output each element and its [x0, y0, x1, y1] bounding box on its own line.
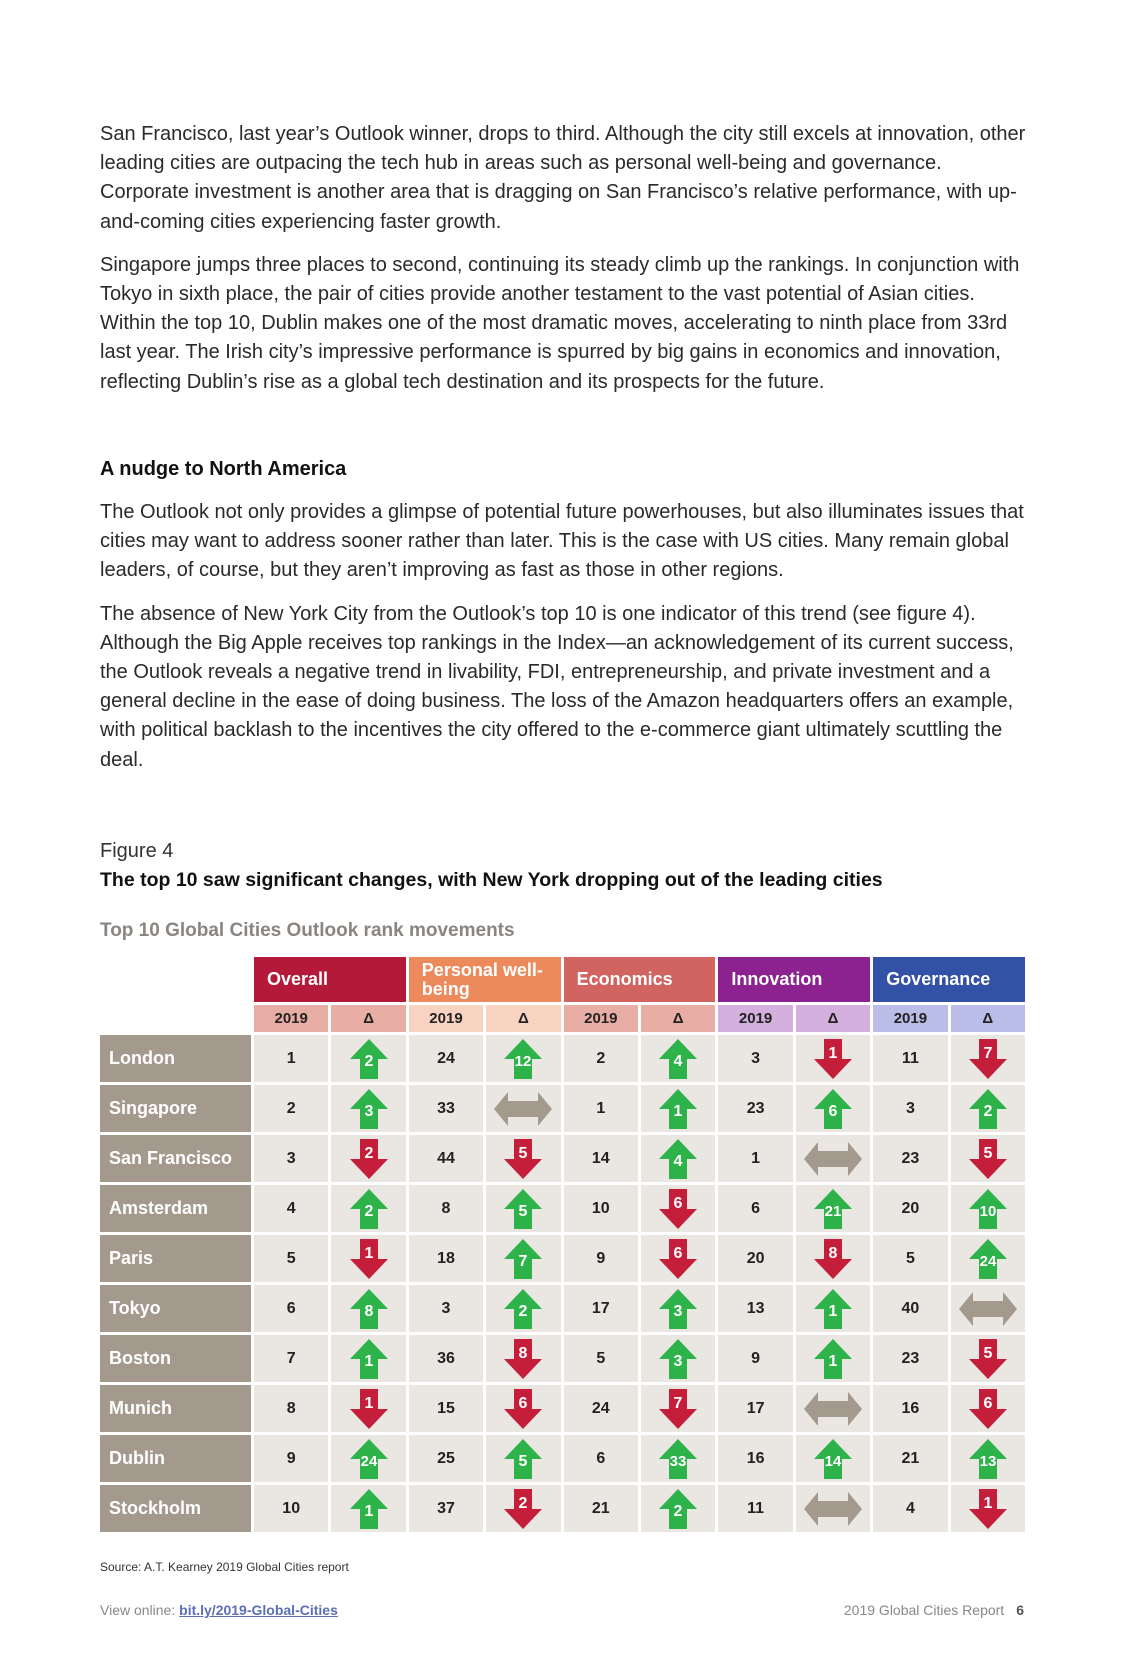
city-label: Amsterdam	[100, 1185, 251, 1232]
view-online	[100, 1602, 338, 1618]
delta-value: 6	[828, 1102, 838, 1120]
up-arrow-icon	[348, 1038, 390, 1080]
delta-cell	[331, 1035, 405, 1082]
source-note: Source: A.T. Kearney 2019 Global Cities report	[100, 1560, 349, 1574]
group-header-personal-well-being: Personal well-being	[409, 957, 561, 1002]
group-header-economics: Economics	[564, 957, 716, 1002]
city-label: Munich	[100, 1385, 251, 1432]
rank-2019-cell: 36	[409, 1335, 483, 1382]
city-label: London	[100, 1035, 251, 1082]
delta-value: 2	[364, 1202, 374, 1220]
rank-2019-cell: 14	[564, 1135, 638, 1182]
down-arrow-icon	[348, 1388, 390, 1430]
year-header: 2019	[254, 1005, 328, 1032]
delta-cell	[331, 1485, 405, 1532]
up-arrow-icon	[967, 1188, 1009, 1230]
city-label: Singapore	[100, 1085, 251, 1132]
delta-cell	[641, 1235, 715, 1282]
rank-2019-cell: 17	[718, 1385, 792, 1432]
up-arrow-icon	[657, 1338, 699, 1380]
delta-cell	[486, 1185, 560, 1232]
no-change-arrow-icon	[494, 1091, 552, 1127]
delta-cell	[951, 1435, 1025, 1482]
delta-cell	[331, 1285, 405, 1332]
delta-value: 4	[673, 1052, 683, 1070]
rank-2019-cell: 6	[564, 1435, 638, 1482]
section-text	[100, 498, 1030, 789]
delta-cell	[641, 1085, 715, 1132]
rank-2019-cell: 11	[873, 1035, 947, 1082]
view-online-link[interactable]: bit.ly/2019-Global-Cities	[179, 1602, 338, 1618]
rank-2019-cell: 3	[409, 1285, 483, 1332]
down-arrow-icon	[967, 1338, 1009, 1380]
down-arrow-icon	[502, 1488, 544, 1530]
up-arrow-icon	[348, 1488, 390, 1530]
delta-cell	[641, 1385, 715, 1432]
rank-2019-cell: 15	[409, 1385, 483, 1432]
delta-value: 6	[518, 1394, 528, 1412]
rank-2019-cell: 10	[254, 1485, 328, 1532]
up-arrow-icon	[812, 1088, 854, 1130]
delta-cell	[331, 1185, 405, 1232]
delta-cell	[331, 1385, 405, 1432]
report-name: 2019 Global Cities Report	[843, 1602, 1005, 1618]
view-online-label: View online:	[100, 1602, 180, 1618]
rank-2019-cell: 6	[718, 1185, 792, 1232]
rank-2019-cell: 23	[873, 1335, 947, 1382]
delta-cell	[951, 1485, 1025, 1532]
up-arrow-icon	[657, 1038, 699, 1080]
down-arrow-icon	[657, 1388, 699, 1430]
delta-cell	[796, 1435, 870, 1482]
figure-label: Figure 4	[100, 840, 174, 862]
paragraph: The Outlook not only provides a glimpse of potential future powerhouses, but also illuminates issues that cities may want to address sooner rather than later. This is the case with US cities. Many remain global leaders, of course, but they aren’t improving as fast as those in other regions.	[100, 501, 1024, 582]
delta-cell	[331, 1085, 405, 1132]
no-change-arrow-icon	[804, 1491, 862, 1527]
delta-cell	[796, 1185, 870, 1232]
rank-2019-cell: 1	[564, 1085, 638, 1132]
delta-value: 5	[983, 1344, 993, 1362]
rank-movements-table	[100, 957, 1025, 1532]
rank-2019-cell: 16	[873, 1385, 947, 1432]
rank-2019-cell: 33	[409, 1085, 483, 1132]
up-arrow-icon	[657, 1138, 699, 1180]
rank-2019-cell: 2	[254, 1085, 328, 1132]
down-arrow-icon	[502, 1338, 544, 1380]
rank-2019-cell: 3	[873, 1085, 947, 1132]
rank-2019-cell: 10	[564, 1185, 638, 1232]
up-arrow-icon	[502, 1188, 544, 1230]
delta-header: Δ	[641, 1005, 715, 1032]
up-arrow-icon	[967, 1238, 1009, 1280]
delta-value: 24	[360, 1452, 377, 1470]
down-arrow-icon	[812, 1038, 854, 1080]
rank-2019-cell: 4	[254, 1185, 328, 1232]
delta-value: 1	[364, 1394, 374, 1412]
delta-value: 2	[364, 1144, 374, 1162]
rank-2019-cell: 1	[254, 1035, 328, 1082]
up-arrow-icon	[812, 1438, 854, 1480]
rank-2019-cell: 9	[564, 1235, 638, 1282]
up-arrow-icon	[657, 1088, 699, 1130]
delta-cell	[951, 1335, 1025, 1382]
rank-2019-cell: 25	[409, 1435, 483, 1482]
delta-value: 5	[518, 1202, 528, 1220]
delta-cell	[951, 1235, 1025, 1282]
year-header: 2019	[409, 1005, 483, 1032]
group-header-innovation: Innovation	[718, 957, 870, 1002]
city-label: San Francisco	[100, 1135, 251, 1182]
delta-value: 2	[983, 1102, 993, 1120]
delta-cell	[796, 1335, 870, 1382]
city-label: Paris	[100, 1235, 251, 1282]
down-arrow-icon	[348, 1138, 390, 1180]
down-arrow-icon	[348, 1238, 390, 1280]
delta-value: 7	[983, 1044, 993, 1062]
rank-2019-cell: 24	[409, 1035, 483, 1082]
year-header: 2019	[718, 1005, 792, 1032]
figure-title: The top 10 saw significant changes, with New York dropping out of the leading cities	[100, 869, 883, 891]
delta-value: 8	[518, 1344, 528, 1362]
delta-header: Δ	[486, 1005, 560, 1032]
delta-cell	[641, 1035, 715, 1082]
rank-2019-cell: 2	[564, 1035, 638, 1082]
up-arrow-icon	[657, 1288, 699, 1330]
delta-cell	[486, 1085, 560, 1132]
down-arrow-icon	[967, 1138, 1009, 1180]
delta-value: 2	[518, 1494, 528, 1512]
delta-value: 33	[669, 1452, 687, 1470]
down-arrow-icon	[967, 1488, 1009, 1530]
rank-2019-cell: 23	[718, 1085, 792, 1132]
rank-2019-cell: 8	[409, 1185, 483, 1232]
delta-cell	[951, 1285, 1025, 1332]
delta-value: 1	[828, 1352, 838, 1370]
rank-2019-cell: 6	[254, 1285, 328, 1332]
delta-value: 1	[828, 1044, 838, 1062]
delta-value: 6	[983, 1394, 993, 1412]
delta-value: 10	[979, 1202, 997, 1220]
up-arrow-icon	[657, 1488, 699, 1530]
delta-value: 7	[518, 1252, 528, 1270]
rank-2019-cell: 20	[718, 1235, 792, 1282]
delta-cell	[486, 1485, 560, 1532]
delta-value: 3	[364, 1102, 374, 1120]
down-arrow-icon	[967, 1388, 1009, 1430]
delta-cell	[951, 1385, 1025, 1432]
delta-value: 1	[828, 1302, 838, 1320]
paragraph: San Francisco, last year’s Outlook winner, drops to third. Although the city still excels at innovation, other leading cities are outpacing the tech hub in areas such as personal well-being and governance. Corporate investment is another area that is dragging on San Francisco’s relative performance, with up-and-coming cities experiencing faster growth.	[100, 123, 1026, 233]
delta-header: Δ	[796, 1005, 870, 1032]
up-arrow-icon	[348, 1438, 390, 1480]
delta-value: 14	[824, 1452, 842, 1470]
rank-2019-cell: 4	[873, 1485, 947, 1532]
delta-cell	[486, 1285, 560, 1332]
rank-2019-cell: 13	[718, 1285, 792, 1332]
up-arrow-icon	[348, 1338, 390, 1380]
up-arrow-icon	[348, 1088, 390, 1130]
delta-cell	[331, 1435, 405, 1482]
delta-value: 1	[983, 1494, 993, 1512]
rank-2019-cell: 20	[873, 1185, 947, 1232]
delta-cell	[796, 1035, 870, 1082]
delta-cell	[486, 1435, 560, 1482]
year-header: 2019	[873, 1005, 947, 1032]
delta-value: 3	[673, 1302, 683, 1320]
delta-value: 1	[364, 1244, 374, 1262]
delta-value: 1	[364, 1502, 374, 1520]
rank-2019-cell: 7	[254, 1335, 328, 1382]
delta-cell	[486, 1035, 560, 1082]
delta-value: 21	[824, 1202, 842, 1220]
up-arrow-icon	[502, 1288, 544, 1330]
up-arrow-icon	[967, 1438, 1009, 1480]
delta-value: 1	[364, 1352, 374, 1370]
page-footer	[844, 1602, 1024, 1618]
rank-2019-cell: 16	[718, 1435, 792, 1482]
delta-cell	[796, 1385, 870, 1432]
page-number: 6	[1016, 1602, 1024, 1618]
delta-value: 6	[673, 1244, 683, 1262]
table-corner-sub	[100, 1005, 251, 1032]
year-header: 2019	[564, 1005, 638, 1032]
city-label: Tokyo	[100, 1285, 251, 1332]
delta-cell	[486, 1135, 560, 1182]
rank-2019-cell: 5	[564, 1335, 638, 1382]
up-arrow-icon	[812, 1288, 854, 1330]
delta-cell	[641, 1485, 715, 1532]
city-label: Boston	[100, 1335, 251, 1382]
up-arrow-icon	[502, 1038, 544, 1080]
rank-2019-cell: 8	[254, 1385, 328, 1432]
delta-value: 2	[364, 1052, 374, 1070]
down-arrow-icon	[967, 1038, 1009, 1080]
rank-2019-cell: 1	[718, 1135, 792, 1182]
delta-cell	[796, 1135, 870, 1182]
delta-value: 12	[515, 1052, 532, 1070]
delta-cell	[951, 1035, 1025, 1082]
no-change-arrow-icon	[804, 1391, 862, 1427]
delta-cell	[486, 1335, 560, 1382]
down-arrow-icon	[812, 1238, 854, 1280]
up-arrow-icon	[348, 1288, 390, 1330]
rank-2019-cell: 23	[873, 1135, 947, 1182]
delta-cell	[951, 1135, 1025, 1182]
delta-cell	[951, 1085, 1025, 1132]
delta-cell	[641, 1285, 715, 1332]
group-header-governance: Governance	[873, 957, 1025, 1002]
delta-value: 1	[673, 1102, 683, 1120]
delta-value: 8	[828, 1244, 838, 1262]
rank-2019-cell: 3	[254, 1135, 328, 1182]
rank-2019-cell: 3	[718, 1035, 792, 1082]
rank-2019-cell: 5	[254, 1235, 328, 1282]
delta-cell	[641, 1335, 715, 1382]
delta-value: 5	[518, 1452, 528, 1470]
down-arrow-icon	[657, 1238, 699, 1280]
delta-cell	[486, 1385, 560, 1432]
group-header-overall: Overall	[254, 957, 406, 1002]
delta-header: Δ	[951, 1005, 1025, 1032]
delta-cell	[641, 1435, 715, 1482]
no-change-arrow-icon	[959, 1291, 1017, 1327]
delta-value: 2	[518, 1302, 528, 1320]
rank-2019-cell: 18	[409, 1235, 483, 1282]
delta-value: 7	[673, 1394, 683, 1412]
up-arrow-icon	[812, 1338, 854, 1380]
delta-value: 24	[979, 1252, 997, 1270]
rank-2019-cell: 37	[409, 1485, 483, 1532]
delta-cell	[796, 1085, 870, 1132]
delta-value: 4	[673, 1152, 683, 1170]
delta-cell	[641, 1185, 715, 1232]
delta-cell	[641, 1135, 715, 1182]
delta-cell	[331, 1235, 405, 1282]
rank-2019-cell: 21	[873, 1435, 947, 1482]
up-arrow-icon	[967, 1088, 1009, 1130]
table-corner	[100, 957, 251, 1002]
delta-cell	[796, 1485, 870, 1532]
delta-value: 6	[673, 1194, 683, 1212]
delta-value: 8	[364, 1302, 374, 1320]
section-heading: A nudge to North America	[100, 458, 347, 480]
delta-header: Δ	[331, 1005, 405, 1032]
table-title: Top 10 Global Cities Outlook rank movements	[100, 920, 515, 941]
rank-2019-cell: 9	[254, 1435, 328, 1482]
down-arrow-icon	[502, 1388, 544, 1430]
delta-value: 2	[673, 1502, 683, 1520]
delta-cell	[486, 1235, 560, 1282]
rank-2019-cell: 21	[564, 1485, 638, 1532]
up-arrow-icon	[657, 1438, 699, 1480]
delta-value: 13	[979, 1452, 997, 1470]
up-arrow-icon	[348, 1188, 390, 1230]
delta-cell	[331, 1135, 405, 1182]
paragraph: Singapore jumps three places to second, continuing its steady climb up the rankings. In conjunction with Tokyo in sixth place, the pair of cities provide another testament to the vast potential of Asian cities. Within the top 10, Dublin makes one of the most dramatic moves, accelerating to ninth place from 33rd last year. The Irish city’s impressive performance is spurred by big gains in economics and innovation, reflecting Dublin’s rise as a global tech destination and its prospects for the future.	[100, 253, 1020, 393]
delta-value: 3	[673, 1352, 683, 1370]
up-arrow-icon	[812, 1188, 854, 1230]
no-change-arrow-icon	[804, 1141, 862, 1177]
rank-2019-cell: 9	[718, 1335, 792, 1382]
delta-cell	[796, 1285, 870, 1332]
delta-value: 5	[983, 1144, 993, 1162]
rank-2019-cell: 44	[409, 1135, 483, 1182]
intro-text	[100, 120, 1030, 411]
paragraph: The absence of New York City from the Outlook’s top 10 is one indicator of this trend (see figure 4). Although the Big Apple receives top rankings in the Index—an acknowledgement of its current success, the Outlook reveals a negative trend in livability, FDI, entrepreneurship, and private investment and a general decline in the ease of doing business. The loss of the Amazon headquarters offers an example, with political backlash to the incentives the city offered to the e-commerce giant ultimately scuttling the deal.	[100, 602, 1014, 771]
up-arrow-icon	[502, 1238, 544, 1280]
city-label: Dublin	[100, 1435, 251, 1482]
rank-2019-cell: 17	[564, 1285, 638, 1332]
rank-2019-cell: 40	[873, 1285, 947, 1332]
delta-value: 5	[518, 1144, 528, 1162]
rank-2019-cell: 5	[873, 1235, 947, 1282]
city-label: Stockholm	[100, 1485, 251, 1532]
down-arrow-icon	[657, 1188, 699, 1230]
up-arrow-icon	[502, 1438, 544, 1480]
rank-2019-cell: 24	[564, 1385, 638, 1432]
rank-2019-cell: 11	[718, 1485, 792, 1532]
delta-cell	[331, 1335, 405, 1382]
delta-cell	[796, 1235, 870, 1282]
delta-cell	[951, 1185, 1025, 1232]
down-arrow-icon	[502, 1138, 544, 1180]
